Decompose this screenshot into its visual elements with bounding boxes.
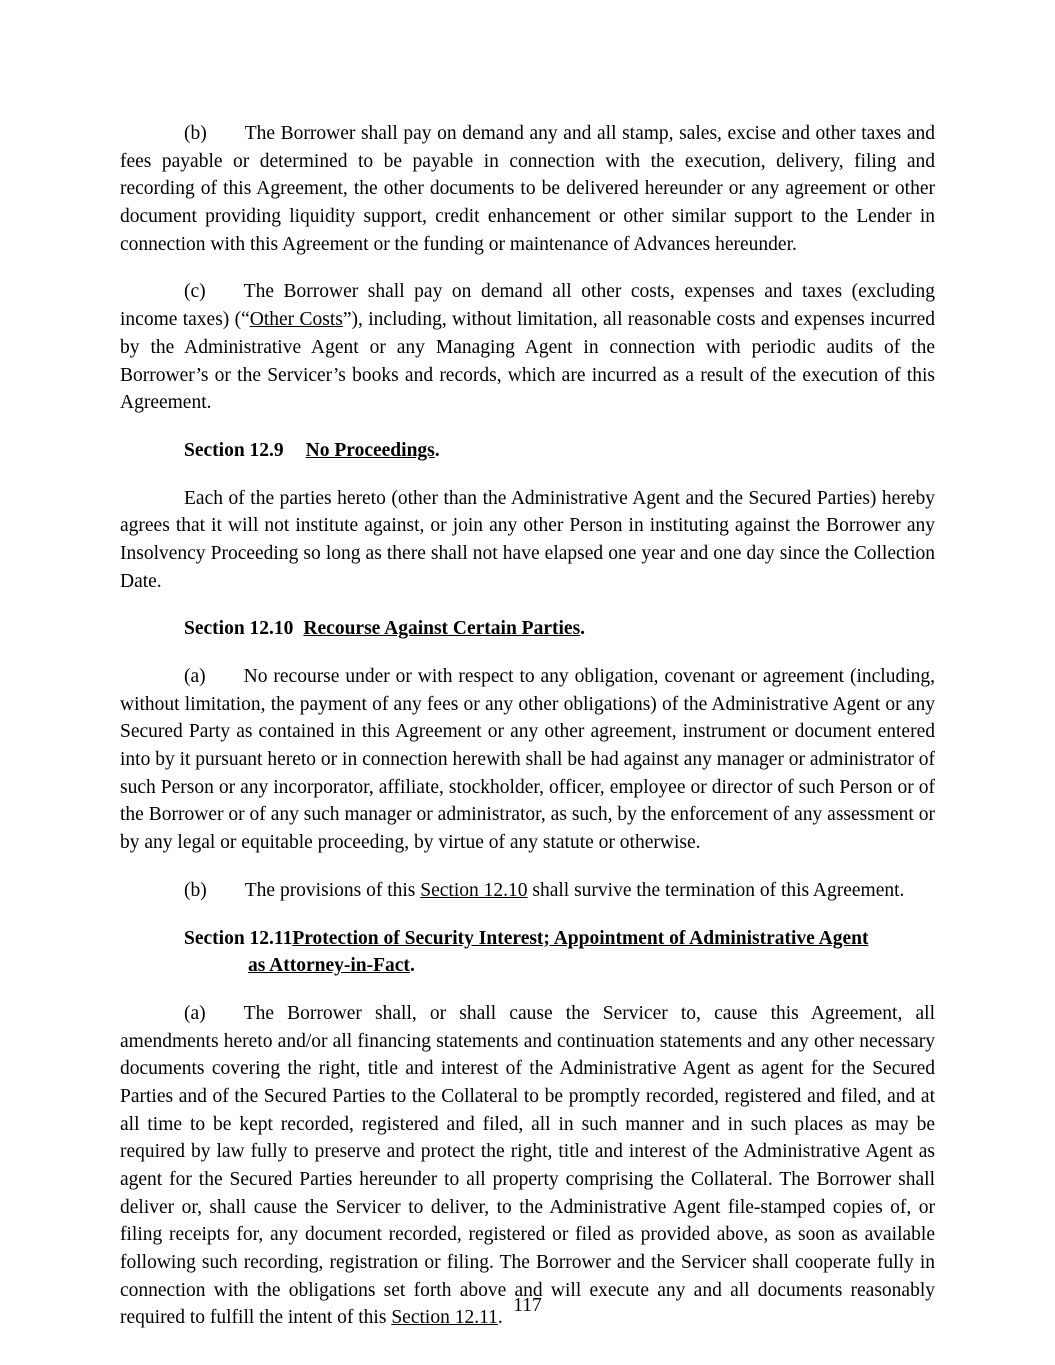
section-heading-12-9	[120, 437, 935, 465]
paragraph-text-before: The Borrower shall, or shall cause the Servicer to, cause this Agreement, all amendments hereto and/or all financing statements and continuation statements and any other necessary documents covering the right, title and interest of the Administrative Agent as agent for the Secured Parties and of the Secured Parties to the Collateral to be promptly recorded, registered and filed, and at all time to be kept recorded, registered and filed, all in such manner and in such places as may be required by law fully to preserve and protect the right, title and interest of the Administrative Agent as agent for the Secured Parties hereunder to all property comprising the Collateral. The Borrower shall deliver or, shall cause the Servicer to deliver, to the Administrative Agent file-stamped copies of, or filing receipts for, any document recorded, registered or filed as provided above, as soon as available following such recording, registration or filing. The Borrower and the Servicer shall cooperate fully in connection with the obligations set forth above and will execute any and all documents reasonably required to fulfill the intent of this	[120, 1002, 935, 1329]
section-number: Section 12.9	[184, 439, 284, 461]
section-title: Recourse Against Certain Parties	[303, 618, 581, 640]
section-heading-12-10	[120, 615, 935, 643]
section-period: .	[434, 439, 440, 461]
section-title-line2-wrapper	[184, 952, 935, 980]
paragraph-text: The Borrower shall pay on demand any and all stamp, sales, excise and other taxes and fees payable or determined to be payable in connection with the execution, delivery, filing and recording of this Agreement, the other documents to be delivered hereunder or any agreement or other document providing liquidity support, credit enhancement or other similar support to the Lender in connection with this Agreement or the funding or maintenance of Advances hereunder.	[120, 123, 935, 255]
paragraph-text-before: The Borrower shall pay on demand all other costs, expenses and taxes (excluding income taxes) (“	[120, 281, 935, 331]
section-number: Section 12.11	[184, 927, 293, 949]
paragraph-label: (b)	[184, 123, 207, 144]
section-heading-12-11	[120, 925, 935, 980]
paragraph-label: (a)	[184, 666, 206, 687]
paragraph-text-before: The provisions of this	[244, 879, 416, 901]
paragraph-b-taxes	[120, 120, 935, 258]
cross-reference-section-12-11: Section 12.11	[391, 1307, 498, 1329]
section-number: Section 12.10	[184, 618, 294, 640]
paragraph-label: (a)	[184, 1002, 206, 1024]
section-12-10-paragraph-b	[120, 877, 935, 905]
paragraph-c-other-costs	[120, 278, 935, 416]
defined-term-other-costs: Other Costs	[249, 309, 343, 331]
paragraph-label: (c)	[184, 281, 206, 303]
section-period: .	[409, 955, 415, 977]
section-12-10-paragraph-a	[120, 663, 935, 857]
paragraph-text: No recourse under or with respect to any obligation, covenant or agreement (including, without limitation, the payment of any fees or any other obligations) of the Administrative Agent or any Secured Party as contained in this Agreement or any other agreement, instrument or document entered into by it pursuant hereto or in connection herewith shall be had against any manager or administrator of such Person or any incorporator, affiliate, stockholder, officer, employee or director of such Person or of the Borrower or of any such manager or administrator, as such, by the enforcement of any assessment or by any legal or equitable proceeding, by virtue of any statute or otherwise.	[120, 666, 935, 854]
section-title-line1: Protection of Security Interest; Appointment of Administrative Agent	[292, 927, 869, 949]
section-12-9-body	[120, 485, 935, 596]
cross-reference-section-12-10: Section 12.10	[420, 879, 528, 901]
paragraph-text-after: ”), including, without limitation, all reasonable costs and expenses incurred by the Administrative Agent or any Managing Agent in connection with periodic audits of the Borrower’s or the Servicer’s books and records, which are incurred as a result of the execution of this Agreement.	[120, 309, 935, 414]
section-title: No Proceedings	[305, 439, 435, 461]
section-title-line2: as Attorney-in-Fact	[248, 955, 410, 977]
section-12-11-paragraph-a	[120, 1000, 935, 1332]
paragraph-text-after: shall survive the termination of this Agreement.	[532, 879, 905, 901]
page-number: 117	[513, 1295, 542, 1316]
paragraph-text: Each of the parties hereto (other than the Administrative Agent and the Secured Parties) hereby agrees that it will not institute against, or join any other Person in instituting against the Borrower any Insolvency Proceeding so long as there shall not have elapsed one year and one day since the Collection Date.	[120, 487, 935, 592]
section-period: .	[580, 618, 586, 640]
paragraph-label: (b)	[184, 879, 207, 901]
paragraph-text-after: .	[497, 1307, 503, 1329]
